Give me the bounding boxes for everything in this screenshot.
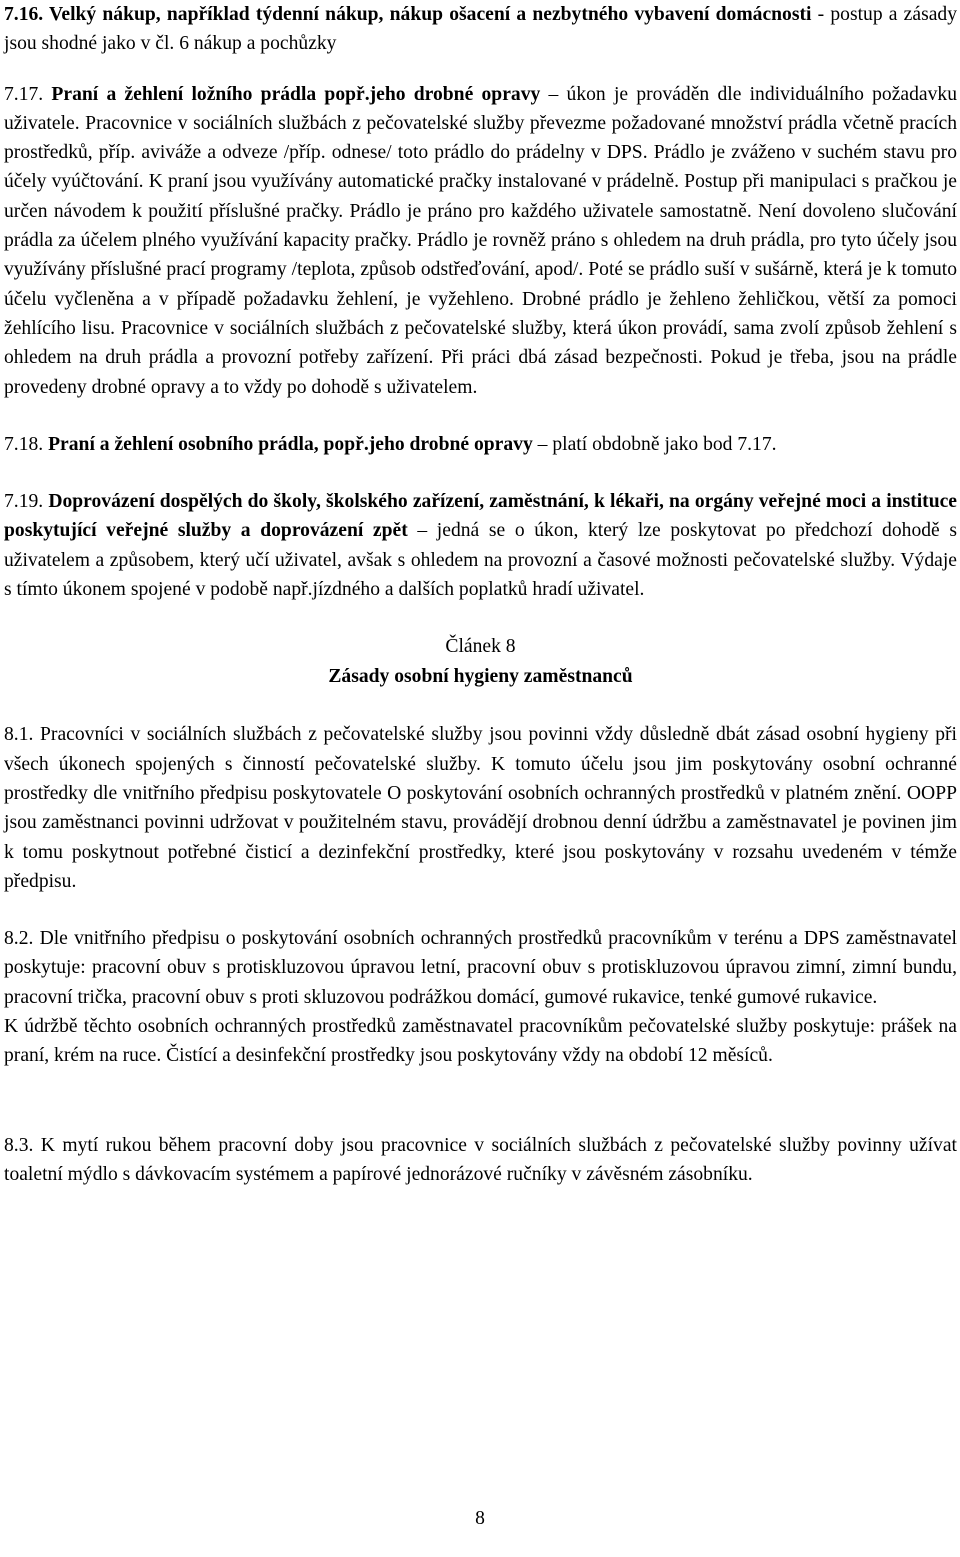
section-7-19-title: Doprovázení dospělých do školy, školského zařízení, zaměstnání, k lékaři, na orgány veřejné moci a instituce poskytující veřejné služby a doprovázení zpět — [4, 491, 957, 542]
article-title: Zásady osobní hygieny zaměstnanců — [328, 666, 633, 688]
section-7-16-number: 7.16. — [4, 4, 50, 25]
section-7-18-text: – platí obdobně jako bod 7.17. — [532, 433, 777, 455]
paragraph-8-2: 8.2. Dle vnitřního předpisu o poskytování osobních ochranných prostředků pracovníkům v terénu a DPS zaměstnavatel poskytuje: pracovní obuv s protiskluzovou úpravou letní, pracovní obuv s protiskluzovou úpravou zimní, zimní bundu, pracovní trička, pracovní obuv s proti skluzovou podrážkou domácí, gumové rukavice, tenké gumové rukavice. — [4, 928, 957, 1008]
section-7-17 — [4, 80, 957, 402]
section-7-17-title: Praní a žehlení ložního prádla popř.jeho drobné opravy — [51, 83, 541, 105]
section-7-18 — [4, 430, 957, 459]
article-number: Článek 8 — [445, 636, 516, 658]
section-7-16-text: - postup a zásady jsou shodné jako v čl. 6 nákup a pochůzky — [4, 4, 957, 55]
section-7-19-text: – jedná se o úkon, který lze poskytovat po předchozí dohodě s uživatelem a způsobem, který učí uživatel, avšak s ohledem na provozní a časové možnosti pečovatelské služby. Výdaje s tímto úkonem spojené v podobě např.jízdného a dalších poplatků hradí uživatel. — [4, 520, 957, 601]
section-7-16-title: Velký nákup, například týdenní nákup, nákup ošacení a nezbytného vybavení domácnosti — [49, 4, 812, 25]
paragraph-8-2-maintenance: K údržbě těchto osobních ochranných prostředků zaměstnavatel pracovníkům pečovatelské služby poskytuje: prášek na praní, krém na ruce. Čistící a desinfekční prostředky jsou poskytovány vždy na období 12 měsíců. — [4, 1016, 957, 1067]
section-7-18-number: 7.18. — [4, 433, 49, 455]
section-7-19 — [4, 487, 957, 604]
paragraph-8-1: 8.1. Pracovníci v sociálních službách z pečovatelské služby jsou povinni vždy důsledně dbát zásad osobní hygieny při všech úkonech spojených s činností pečovatelské služby. K tomuto účelu jsou jim poskytovány osobní ochranné prostředky dle vnitřního předpisu poskytovatele O poskytování osobních ochranných prostředků v platném znění. OOPP jsou zaměstnanci povinni udržovat v použitelném stavu, provádějí drobnou denní údržbu a zaměstnavatel je povinen jim k tomu poskytnout potřebné čisticí a dezinfekční prostředky, které jsou poskytovány v rozsahu uvedeném v témže předpisu. — [4, 724, 957, 892]
section-7-17-text: – úkon je prováděn dle individuálního požadavku uživatele. Pracovnice v sociálních službách z pečovatelské služby převezme požadované množství prádla včetně pracích prostředků, příp. aviváže a odveze /příp. odnese/ toto prádlo do prádelny v DPS. Prádlo je zváženo v suchém stavu pro účely vyúčtování. K praní jsou využívány automatické pračky instalované v prádelně. Postup při manipulaci s pračkou je určen návodem k použití příslušné pračky. Prádlo je práno pro každého uživatele samostatně. Není dovoleno slučování prádla za účelem plného využívání kapacity pračky. Prádlo je rovněž práno s ohledem na druh prádla, pro tyto účely jsou využívány příslušné prací programy /teplota, způsob odstřeďování, apod/. Poté se prádlo suší v sušárně, která je k tomuto účelu vyčleněna a v případě požadavku žehlení, je vyžehleno. Drobné prádlo je žehleno žehličkou, větší za pomoci žehlícího lisu. Pracovnice v sociálních službách z pečovatelské služby, která úkon provádí, sama zvolí způsob žehlení s ohledem na druh prádla a provozní potřeby zařízení. Při práci dbá zásad bezpečnosti. Pokud je třeba, jsou na prádle provedeny drobné opravy a to vždy po dohodě s uživatelem. — [4, 83, 958, 398]
document-page — [4, 0, 957, 1557]
paragraph-8-3: 8.3. K mytí rukou během pracovní doby jsou pracovnice v sociálních službách z pečovatelské služby povinny užívat toaletní mýdlo s dávkovacím systémem a papírové jednorázové ručníky v závěsném zásobníku. — [4, 1134, 957, 1185]
page-number: 8 — [475, 1508, 485, 1529]
section-7-17-number: 7.17. — [4, 83, 52, 105]
section-7-18-title: Praní a žehlení osobního prádla, popř.jeho drobné opravy — [48, 433, 533, 455]
section-7-19-number: 7.19. — [4, 491, 49, 513]
section-7-16 — [4, 0, 957, 59]
